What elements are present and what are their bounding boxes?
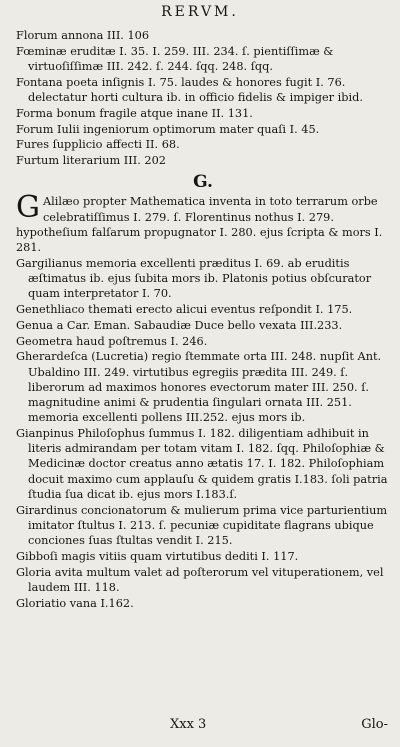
index-entry: Fures ſupplicio affecti II. 68. <box>16 138 180 152</box>
section-letter: G. <box>193 172 213 193</box>
signature-mark: Xxx 3 <box>170 717 207 732</box>
drop-cap-initial: G <box>16 190 40 226</box>
index-entry-text: Alilæo propter Mathematica inventa in toto terrarum orbe celebratiſſimus I. 279. ſ. Florentinus nothus I. 279. hypotheſium falſarum propugnator I. 280. ejus ſcripta & mors I. 281. <box>16 195 383 254</box>
index-entry: Gibboſi magis vitiis quam virtutibus dediti I. 117. <box>16 549 299 563</box>
index-entry: Furtum literarium III. 202 <box>16 154 166 168</box>
index-entries <box>16 28 390 611</box>
index-entry: Genua a Car. Eman. Sabaudiæ Duce bello vexata III.233. <box>16 318 343 332</box>
running-head: RERVM. <box>161 4 239 20</box>
index-entry: Gianpinus Philoſophus ſummus I. 182. diligentiam adhibuit in literis admirandam per totam vitam I. 182. ſqq. Philoſophiæ & Medicinæ doctor creatus anno ætatis 17. I. 182. Philoſophiam docuit maximo cum applauſu & quidem gratis I.183. ſoli patria ſtudia ſua dicat ib. ejus mors I.183.ſ. <box>16 427 388 501</box>
catchword: Glo- <box>361 717 388 732</box>
entries-g-section <box>16 256 390 611</box>
index-entry: Geometra haud poſtremus I. 246. <box>16 334 208 348</box>
index-entry: Genethliaco themati erecto alicui eventus reſpondit I. 175. <box>16 303 353 316</box>
index-entry: Forum Iulii ingeniorum optimorum mater quaſi I. 45. <box>16 122 320 136</box>
page-footer <box>0 717 400 737</box>
index-entry-dropcap <box>16 190 390 255</box>
index-entry: Girardinus concionatorum & mulierum prima vice parturientium imitator ſtultus I. 213. ſ. pecuniæ cupiditate flagrans ubique conciones ſuas ſtultas vendit I. 215. <box>16 503 388 548</box>
index-entry: Gloriatio vana I.162. <box>16 596 134 610</box>
index-entry: Gherardeſca (Lucretia) regio ſtemmate orta III. 248. nupſit Ant. Ubaldino III. 249. virtutibus egregiis prædita III. 249. ſ. liberorum ad maximos honores evectorum mater III. 250. ſ. magnitudine animi & prudentia ſingulari ornata III. 251. memoria excellenti pollens III.252. ejus mors ib. <box>16 350 382 425</box>
index-entry: Florum annona III. 106 <box>16 29 150 42</box>
index-entry: Fœminæ eruditæ I. 35. I. 259. III. 234. ſ. pientiſſimæ & virtuoſiſſimæ III. 242. ſ. 244. ſqq. 248. ſqq. <box>16 44 334 73</box>
index-entry: Forma bonum fragile atque inane II. 131. <box>16 106 253 120</box>
index-entry: Gloria avita multum valet ad poſterorum vel vituperationem, vel laudem III. 118. <box>16 565 384 594</box>
entries-f-section <box>16 28 390 168</box>
index-entry: Fontana poeta inſignis I. 75. laudes & honores fugit I. 76. delectatur horti cultura ib. in officio fidelis & impiger ibid. <box>16 75 363 104</box>
index-entry: Gargilianus memoria excellenti præditus I. 69. ab eruditis æſtimatus ib. ejus ſubita mors ib. Platonis potius obſcurator quam interpretator I. 70. <box>16 256 372 301</box>
